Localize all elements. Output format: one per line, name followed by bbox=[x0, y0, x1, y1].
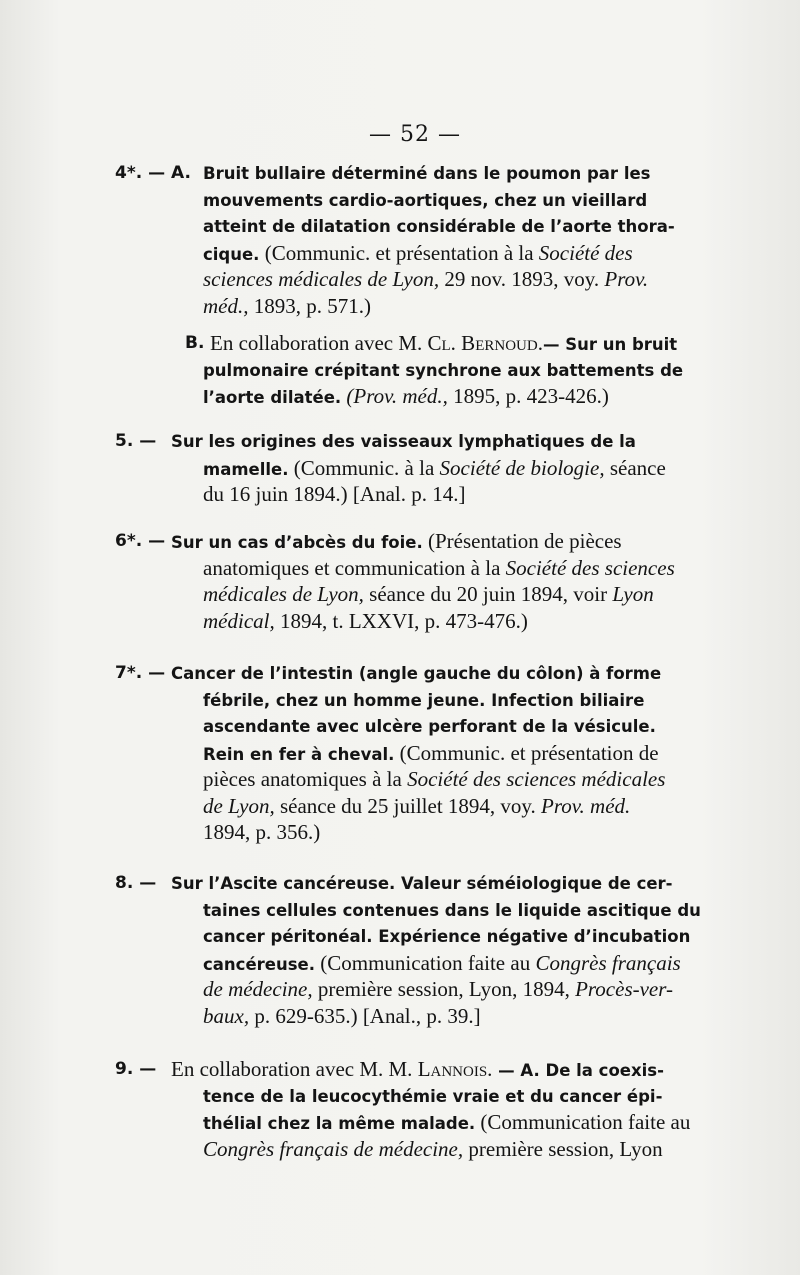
text-run: 29 nov. 1893, voy. bbox=[439, 267, 605, 291]
text-run: mamelle. bbox=[203, 459, 289, 479]
text-run: Lannois. bbox=[417, 1057, 493, 1081]
entry-line bbox=[203, 740, 740, 767]
text-run: (Prov. méd., bbox=[341, 384, 448, 408]
text-run: fébrile, chez un homme jeune. Infection biliaire bbox=[203, 690, 645, 710]
entry-number: 6*. — bbox=[115, 531, 166, 551]
text-run: première session, Lyon bbox=[463, 1136, 663, 1161]
entry-line bbox=[203, 713, 740, 740]
entry-line bbox=[203, 357, 740, 384]
entry-line bbox=[203, 687, 740, 714]
text-run: (Communication faite au bbox=[475, 1110, 691, 1134]
text-run: Procès-ver- bbox=[575, 977, 673, 1001]
text-run: Prov. bbox=[604, 267, 649, 291]
text-run: séance bbox=[604, 455, 666, 480]
text-run: Bruit bullaire déterminé dans le poumon par les bbox=[203, 164, 651, 183]
entry-line bbox=[210, 330, 740, 357]
text-run: cancéreuse. bbox=[203, 954, 315, 974]
text-run: Société des sciences bbox=[505, 555, 675, 580]
text-run: l’aorte dilatée. bbox=[203, 388, 342, 407]
text-run: Société des bbox=[538, 240, 633, 265]
text-run: atteint de dilatation considérable de l’aorte thora- bbox=[203, 217, 675, 236]
text-run: Société des sciences médicales bbox=[407, 767, 666, 791]
text-run: Cancer de l’intestin (angle gauche du côlon) à forme bbox=[171, 664, 662, 683]
text-run: thélial chez la même malade. bbox=[203, 1114, 476, 1133]
text-run: médicales de Lyon, bbox=[203, 582, 364, 606]
text-run: — Sur un bruit bbox=[542, 335, 678, 354]
entry-line bbox=[171, 528, 740, 555]
entry-line bbox=[203, 240, 740, 267]
entry-line bbox=[203, 581, 740, 608]
text-run: 1895, p. 423-426.) bbox=[447, 384, 609, 408]
entry-number: B. bbox=[185, 333, 205, 353]
entry-line bbox=[203, 213, 740, 240]
entry-line bbox=[203, 481, 740, 508]
text-run: séance du 20 juin 1894, voir bbox=[363, 582, 613, 606]
text-run: Congrès français bbox=[535, 950, 681, 975]
entry-line bbox=[203, 950, 740, 977]
text-run: anatomiques et communication à la bbox=[203, 555, 506, 580]
entry-number: 7*. — bbox=[115, 663, 166, 683]
text-run: Sur un cas d’abcès du foie. bbox=[171, 533, 423, 552]
entry-line bbox=[203, 160, 740, 187]
text-run: (Communic. et présentation de bbox=[394, 740, 659, 765]
entry-line bbox=[203, 1136, 740, 1163]
text-run: Rein en fer à cheval. bbox=[203, 744, 395, 764]
entry-line bbox=[171, 1056, 740, 1083]
text-run: — A. De la coexis- bbox=[492, 1061, 664, 1080]
entry-line bbox=[171, 428, 740, 455]
entry-line bbox=[203, 266, 740, 293]
entry-line bbox=[203, 976, 740, 1003]
text-run: cique. bbox=[203, 244, 260, 264]
text-run: cancer péritonéal. Expérience négative d’incubation bbox=[203, 927, 691, 946]
text-run: première session, Lyon, 1894, bbox=[312, 977, 576, 1001]
text-run: pièces anatomiques à la bbox=[203, 767, 408, 791]
text-run: p. 629-635.) [Anal., p. 39.] bbox=[249, 1003, 481, 1028]
text-run: Congrès français de médecine, bbox=[203, 1136, 464, 1161]
text-run: sciences médicales de Lyon, bbox=[203, 267, 440, 291]
text-run: baux, bbox=[203, 1003, 250, 1028]
entry-line bbox=[203, 819, 740, 846]
entry-line bbox=[203, 897, 740, 924]
entry-line bbox=[171, 660, 740, 687]
text-run: En collaboration avec M. M. bbox=[171, 1057, 418, 1081]
text-run: Société de biologie, bbox=[439, 455, 605, 480]
entry-number: 4*. — A. bbox=[115, 163, 191, 183]
text-run: ascendante avec ulcère perforant de la vésicule. bbox=[203, 717, 656, 736]
text-run: (Communication faite au bbox=[315, 950, 536, 975]
entry-line bbox=[203, 455, 740, 482]
entry-line bbox=[203, 1083, 740, 1110]
text-run: taines cellules contenues dans le liquide ascitique du bbox=[203, 900, 701, 920]
text-run: Lyon bbox=[612, 582, 654, 606]
text-run: 1894, p. 356.) bbox=[203, 820, 321, 844]
text-run: Sur l’Ascite cancéreuse. Valeur séméiologique de cer- bbox=[171, 874, 673, 893]
entry-line bbox=[203, 793, 740, 820]
text-run: méd., bbox=[203, 293, 249, 318]
entry-line bbox=[171, 870, 740, 897]
text-run: Sur les origines des vaisseaux lymphatiques de la bbox=[171, 432, 636, 451]
entry-line bbox=[203, 766, 740, 793]
text-run: médical, bbox=[203, 608, 275, 633]
text-run: de Lyon, bbox=[203, 793, 275, 818]
text-run: 1894, t. LXXVI, p. 473-476.) bbox=[274, 608, 528, 633]
text-run: Cl. Bernoud. bbox=[427, 331, 543, 355]
text-run: Prov. méd. bbox=[541, 793, 631, 818]
entry-number: 5. — bbox=[115, 431, 157, 451]
entry-line bbox=[203, 383, 740, 410]
text-run: En collaboration avec M. bbox=[210, 331, 428, 355]
entry-line bbox=[203, 1109, 740, 1136]
text-run: du 16 juin 1894.) [Anal. p. 14.] bbox=[203, 482, 466, 506]
entry-line bbox=[203, 555, 740, 582]
entry-number: 8. — bbox=[115, 873, 157, 893]
text-run: (Communic. à la bbox=[288, 455, 440, 480]
text-run: (Communic. et présentation à la bbox=[259, 240, 539, 265]
page-number: — 52 — bbox=[369, 122, 461, 147]
entry-line bbox=[203, 1003, 740, 1030]
entry-line bbox=[203, 293, 740, 320]
text-run: tence de la leucocythémie vraie et du cancer épi- bbox=[203, 1086, 663, 1106]
text-run: pulmonaire crépitant synchrone aux battements de bbox=[203, 360, 684, 380]
text-run: 1893, p. 571.) bbox=[248, 293, 371, 318]
text-run: (Présentation de pièces bbox=[422, 529, 622, 553]
entry-line bbox=[203, 187, 740, 214]
text-run: mouvements cardio-aortiques, chez un vieillard bbox=[203, 190, 648, 210]
entry-line bbox=[203, 923, 740, 950]
text-run: séance du 25 juillet 1894, voy. bbox=[274, 793, 542, 818]
text-run: de médecine, bbox=[203, 977, 313, 1001]
entry-line bbox=[203, 608, 740, 635]
entry-number: 9. — bbox=[115, 1059, 157, 1079]
